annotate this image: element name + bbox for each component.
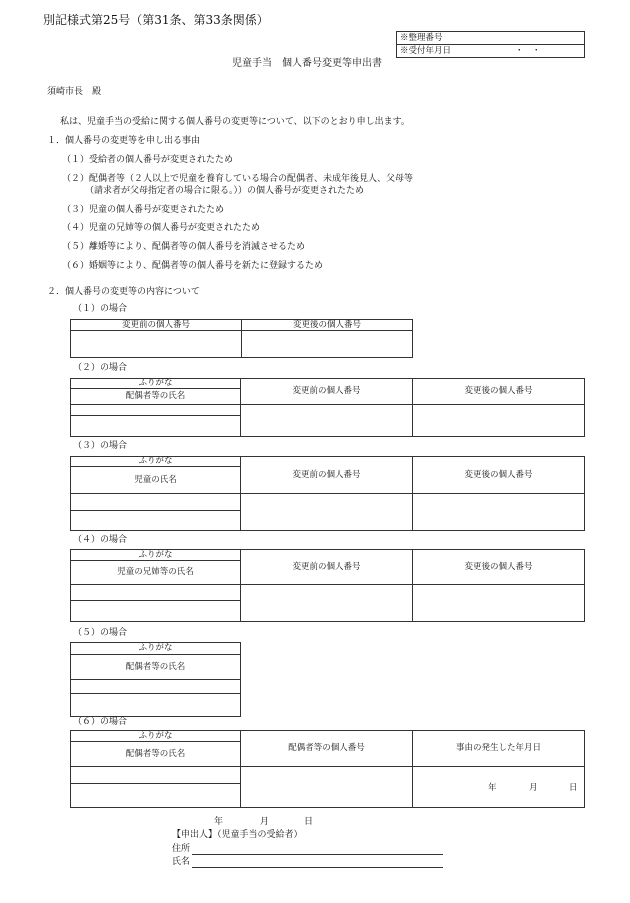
case6-number-header: 配偶者等の個人番号 — [241, 731, 413, 767]
applicant-address-label: 住所 — [172, 844, 191, 854]
page-title: 児童手当 個人番号変更等申出書 — [232, 58, 382, 69]
case3-table — [70, 456, 585, 531]
case6-date-header: 事由の発生した年月日 — [413, 731, 585, 767]
case1-label: （１）の場合 — [73, 304, 128, 314]
case3-before-header: 変更前の個人番号 — [241, 457, 413, 494]
office-received: ※受付年月日 — [400, 46, 452, 56]
case6-label: （６）の場合 — [73, 717, 128, 727]
case5-furigana: ふりがな — [71, 643, 241, 655]
reason-4: （４）児童の兄姉等の個人番号が変更されたため — [62, 223, 261, 233]
reason-3: （３）児童の個人番号が変更されたため — [62, 205, 225, 215]
applicant-name-label: 氏名 — [172, 857, 191, 867]
applicant-date-year: 年 — [214, 817, 224, 827]
case2-before-number[interactable] — [241, 404, 413, 436]
case6-furigana: ふりがな — [71, 731, 241, 742]
name-input-line[interactable] — [192, 867, 443, 868]
reason-2-cont: （請求者が父母指定者の場合に限る。））の個人番号が変更されたため — [85, 186, 365, 196]
office-received-row — [397, 44, 584, 57]
case2-after-header: 変更後の個人番号 — [413, 379, 585, 405]
case6-name-header: 配偶者等の氏名 — [71, 742, 241, 767]
case4-furigana: ふりがな — [71, 550, 241, 561]
case1-before-number[interactable] — [71, 331, 242, 358]
case4-label: （４）の場合 — [73, 535, 128, 545]
reason-2: （２）配偶者等（２人以上で児童を養育している場合の配偶者、未成年後見人、父母等 — [62, 174, 414, 184]
applicant-date-day: 日 — [304, 817, 314, 827]
case2-table — [70, 378, 585, 437]
case4-name-header: 児童の兄姉等の氏名 — [71, 561, 241, 585]
office-use-box — [396, 31, 585, 58]
case4-before-header: 変更前の個人番号 — [241, 550, 413, 585]
case1-table — [70, 319, 413, 358]
case2-furigana: ふりがな — [71, 379, 241, 389]
case6-event-date[interactable] — [413, 767, 585, 808]
case4-name-input[interactable] — [71, 601, 241, 622]
section2-heading: ２．個人番号の変更等の内容について — [47, 287, 200, 297]
case6-date-year: 年 — [488, 783, 497, 793]
case6-furigana-input[interactable] — [71, 767, 241, 784]
case1-after-number[interactable] — [242, 331, 413, 358]
case4-table — [70, 549, 585, 622]
case5-table — [70, 642, 241, 717]
reason-5: （５）離婚等により、配偶者等の個人番号を消滅させるため — [62, 242, 306, 252]
case3-name-header: 児童の氏名 — [71, 467, 241, 494]
reason-6: （６）婚姻等により、配偶者等の個人番号を新たに登録するため — [62, 261, 324, 271]
case2-label: （２）の場合 — [73, 363, 128, 373]
section1-heading: １．個人番号の変更等を申し出る事由 — [47, 136, 201, 146]
addressee: 須崎市長 殿 — [47, 87, 102, 97]
case6-table — [70, 730, 585, 808]
case6-date-day: 日 — [569, 783, 578, 793]
case6-date-month: 月 — [529, 783, 538, 793]
case5-name-input[interactable] — [71, 694, 241, 717]
intro-text: 私は、児童手当の受給に関する個人番号の変更等について、以下のとおり申し出ます。 — [60, 117, 410, 127]
case5-label: （５）の場合 — [73, 628, 128, 638]
form-number: 別記様式第25号（第31条、第33条関係） — [43, 13, 269, 27]
case5-name-header: 配偶者等の氏名 — [71, 655, 241, 680]
case3-label: （３）の場合 — [73, 441, 128, 451]
case3-furigana: ふりがな — [71, 457, 241, 467]
applicant-date-month: 月 — [260, 817, 270, 827]
case2-furigana-input[interactable] — [71, 404, 241, 415]
case4-after-number[interactable] — [413, 585, 585, 622]
case5-furigana-input[interactable] — [71, 680, 241, 694]
address-input-line[interactable] — [192, 854, 443, 855]
case3-after-number[interactable] — [413, 494, 585, 531]
case4-after-header: 変更後の個人番号 — [413, 550, 585, 585]
case1-after-header: 変更後の個人番号 — [242, 320, 413, 331]
case6-name-input[interactable] — [71, 784, 241, 808]
case3-furigana-input[interactable] — [71, 494, 241, 511]
case4-furigana-input[interactable] — [71, 585, 241, 601]
case2-name-input[interactable] — [71, 415, 241, 436]
case2-after-number[interactable] — [413, 404, 585, 436]
case2-name-header: 配偶者等の氏名 — [71, 388, 241, 404]
office-ref-no: ※整理番号 — [400, 33, 443, 43]
reason-1: （１）受給者の個人番号が変更されたため — [62, 155, 234, 165]
case3-name-input[interactable] — [71, 511, 241, 531]
applicant-label: 【申出人】（児童手当の受給者） — [172, 830, 303, 840]
case3-before-number[interactable] — [241, 494, 413, 531]
case3-after-header: 変更後の個人番号 — [413, 457, 585, 494]
case6-spouse-number[interactable] — [241, 767, 413, 808]
case4-before-number[interactable] — [241, 585, 413, 622]
case1-before-header: 変更前の個人番号 — [71, 320, 242, 331]
office-received-dots: ・ ・ — [515, 46, 541, 56]
case2-before-header: 変更前の個人番号 — [241, 379, 413, 405]
